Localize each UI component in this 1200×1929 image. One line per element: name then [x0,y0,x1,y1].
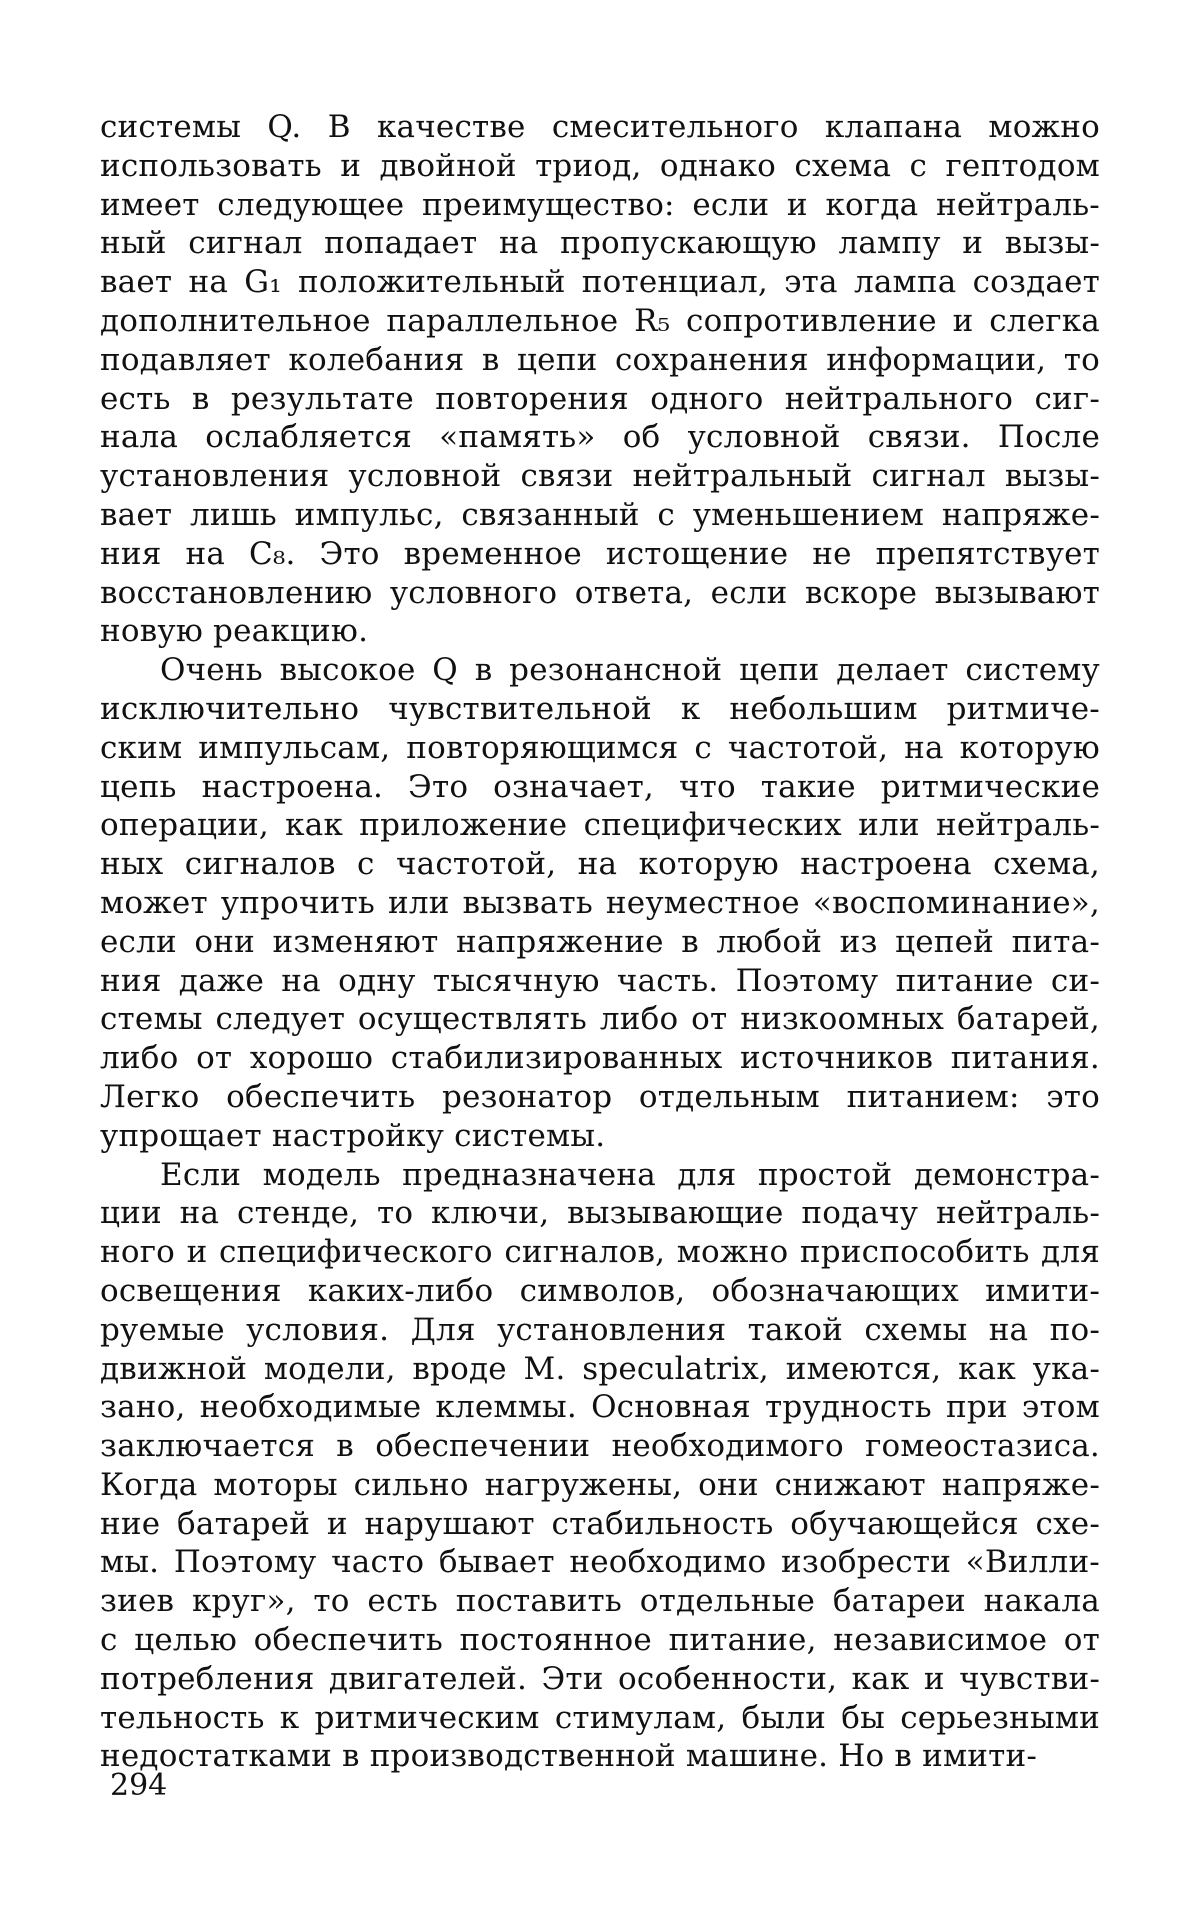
text-line: исключительно чувствительной к небольшим ритмиче- [100,690,1100,727]
text-line: использовать и двойной триод, однако схема с гептодом [100,147,1100,184]
text-line: Если модель предназначена для простой демонстра- [160,1156,1100,1193]
text-line: зано, необходимые клеммы. Основная трудность при этом [100,1389,1100,1426]
text-line: нала ослабляется «память» об условной связи. После [100,419,1100,456]
text-line: с целью обеспечить постоянное питание, независимое от [100,1622,1100,1659]
text-line: ного и специфического сигналов, можно приспособить для [100,1234,1100,1271]
text-line: есть в результате повторения одного нейтрального сиг- [100,380,1100,417]
text-line: ции на стенде, то ключи, вызывающие подачу нейтраль- [100,1195,1100,1232]
page-number: 294 [110,1768,168,1803]
text-line: имеет следующее преимущество: если и когда нейтраль- [100,186,1100,223]
text-line: ским импульсам, повторяющимся с частотой, на которую [100,729,1100,766]
text-line: ния даже на одну тысячную часть. Поэтому питание си- [100,962,1100,999]
paragraph [100,1156,1100,1777]
text-line: стемы следует осуществлять либо от низкоомных батарей, [100,1001,1100,1038]
text-line: мы. Поэтому часто бывает необходимо изобрести «Вилли- [100,1544,1100,1581]
text-line: ных сигналов с частотой, на которую настроена схема, [100,846,1100,883]
text-line: ния на C₈. Это временное истощение не препятствует [100,535,1100,572]
text-line: ный сигнал попадает на пропускающую лампу и вызы- [100,225,1100,262]
body-text [100,108,1100,1776]
text-line: новую реакцию. [100,613,369,650]
text-line: системы Q. В качестве смесительного клапана можно [100,109,1100,145]
text-line: вает на G₁ положительный потенциал, эта лампа создает [100,264,1100,301]
text-line: вает лишь импульс, связанный с уменьшением напряже- [100,496,1100,533]
text-line: цепь настроена. Это означает, что такие ритмические [100,768,1100,805]
text-line: упрощает настройку системы. [100,1117,606,1154]
text-line: движной модели, вроде M. speculatrix, имеются, как ука- [100,1350,1100,1387]
paragraph [100,108,1100,651]
text-line: освещения каких-либо символов, обозначающих имити- [100,1272,1100,1309]
text-line: операции, как приложение специфических или нейтраль- [100,807,1100,844]
text-line: подавляет колебания в цепи сохранения информации, то [100,341,1100,378]
text-line: руемые условия. Для установления такой схемы на по- [100,1311,1100,1348]
text-line: тельность к ритмическим стимулам, были бы серьезными [100,1699,1100,1736]
text-line: Очень высокое Q в резонансной цепи делает систему [160,652,1100,689]
text-line: если они изменяют напряжение в любой из цепей пита- [100,923,1100,960]
text-line: Когда моторы сильно нагружены, они снижают напряже- [100,1466,1100,1503]
text-line: установления условной связи нейтральный сигнал вызы- [100,458,1100,495]
text-line: восстановлению условного ответа, если вскоре вызывают [100,574,1100,611]
text-line: недостатками в производственной машине. Но в имити- [100,1738,1038,1775]
text-line: ние батарей и нарушают стабильность обучающейся схе- [100,1505,1100,1542]
text-line: либо от хорошо стабилизированных источников питания. [100,1040,1100,1077]
text-line: может упрочить или вызвать неуместное «воспоминание», [100,884,1100,921]
text-line: Легко обеспечить резонатор отдельным питанием: это [100,1078,1100,1115]
text-line: заключается в обеспечении необходимого гомеостазиса. [100,1428,1100,1465]
text-line: зиев круг», то есть поставить отдельные батареи накала [100,1583,1100,1620]
text-line: потребления двигателей. Эти особенности, как и чувстви- [100,1660,1100,1697]
paragraph [100,651,1100,1155]
text-line: дополнительное параллельное R₅ сопротивление и слегка [100,302,1100,339]
